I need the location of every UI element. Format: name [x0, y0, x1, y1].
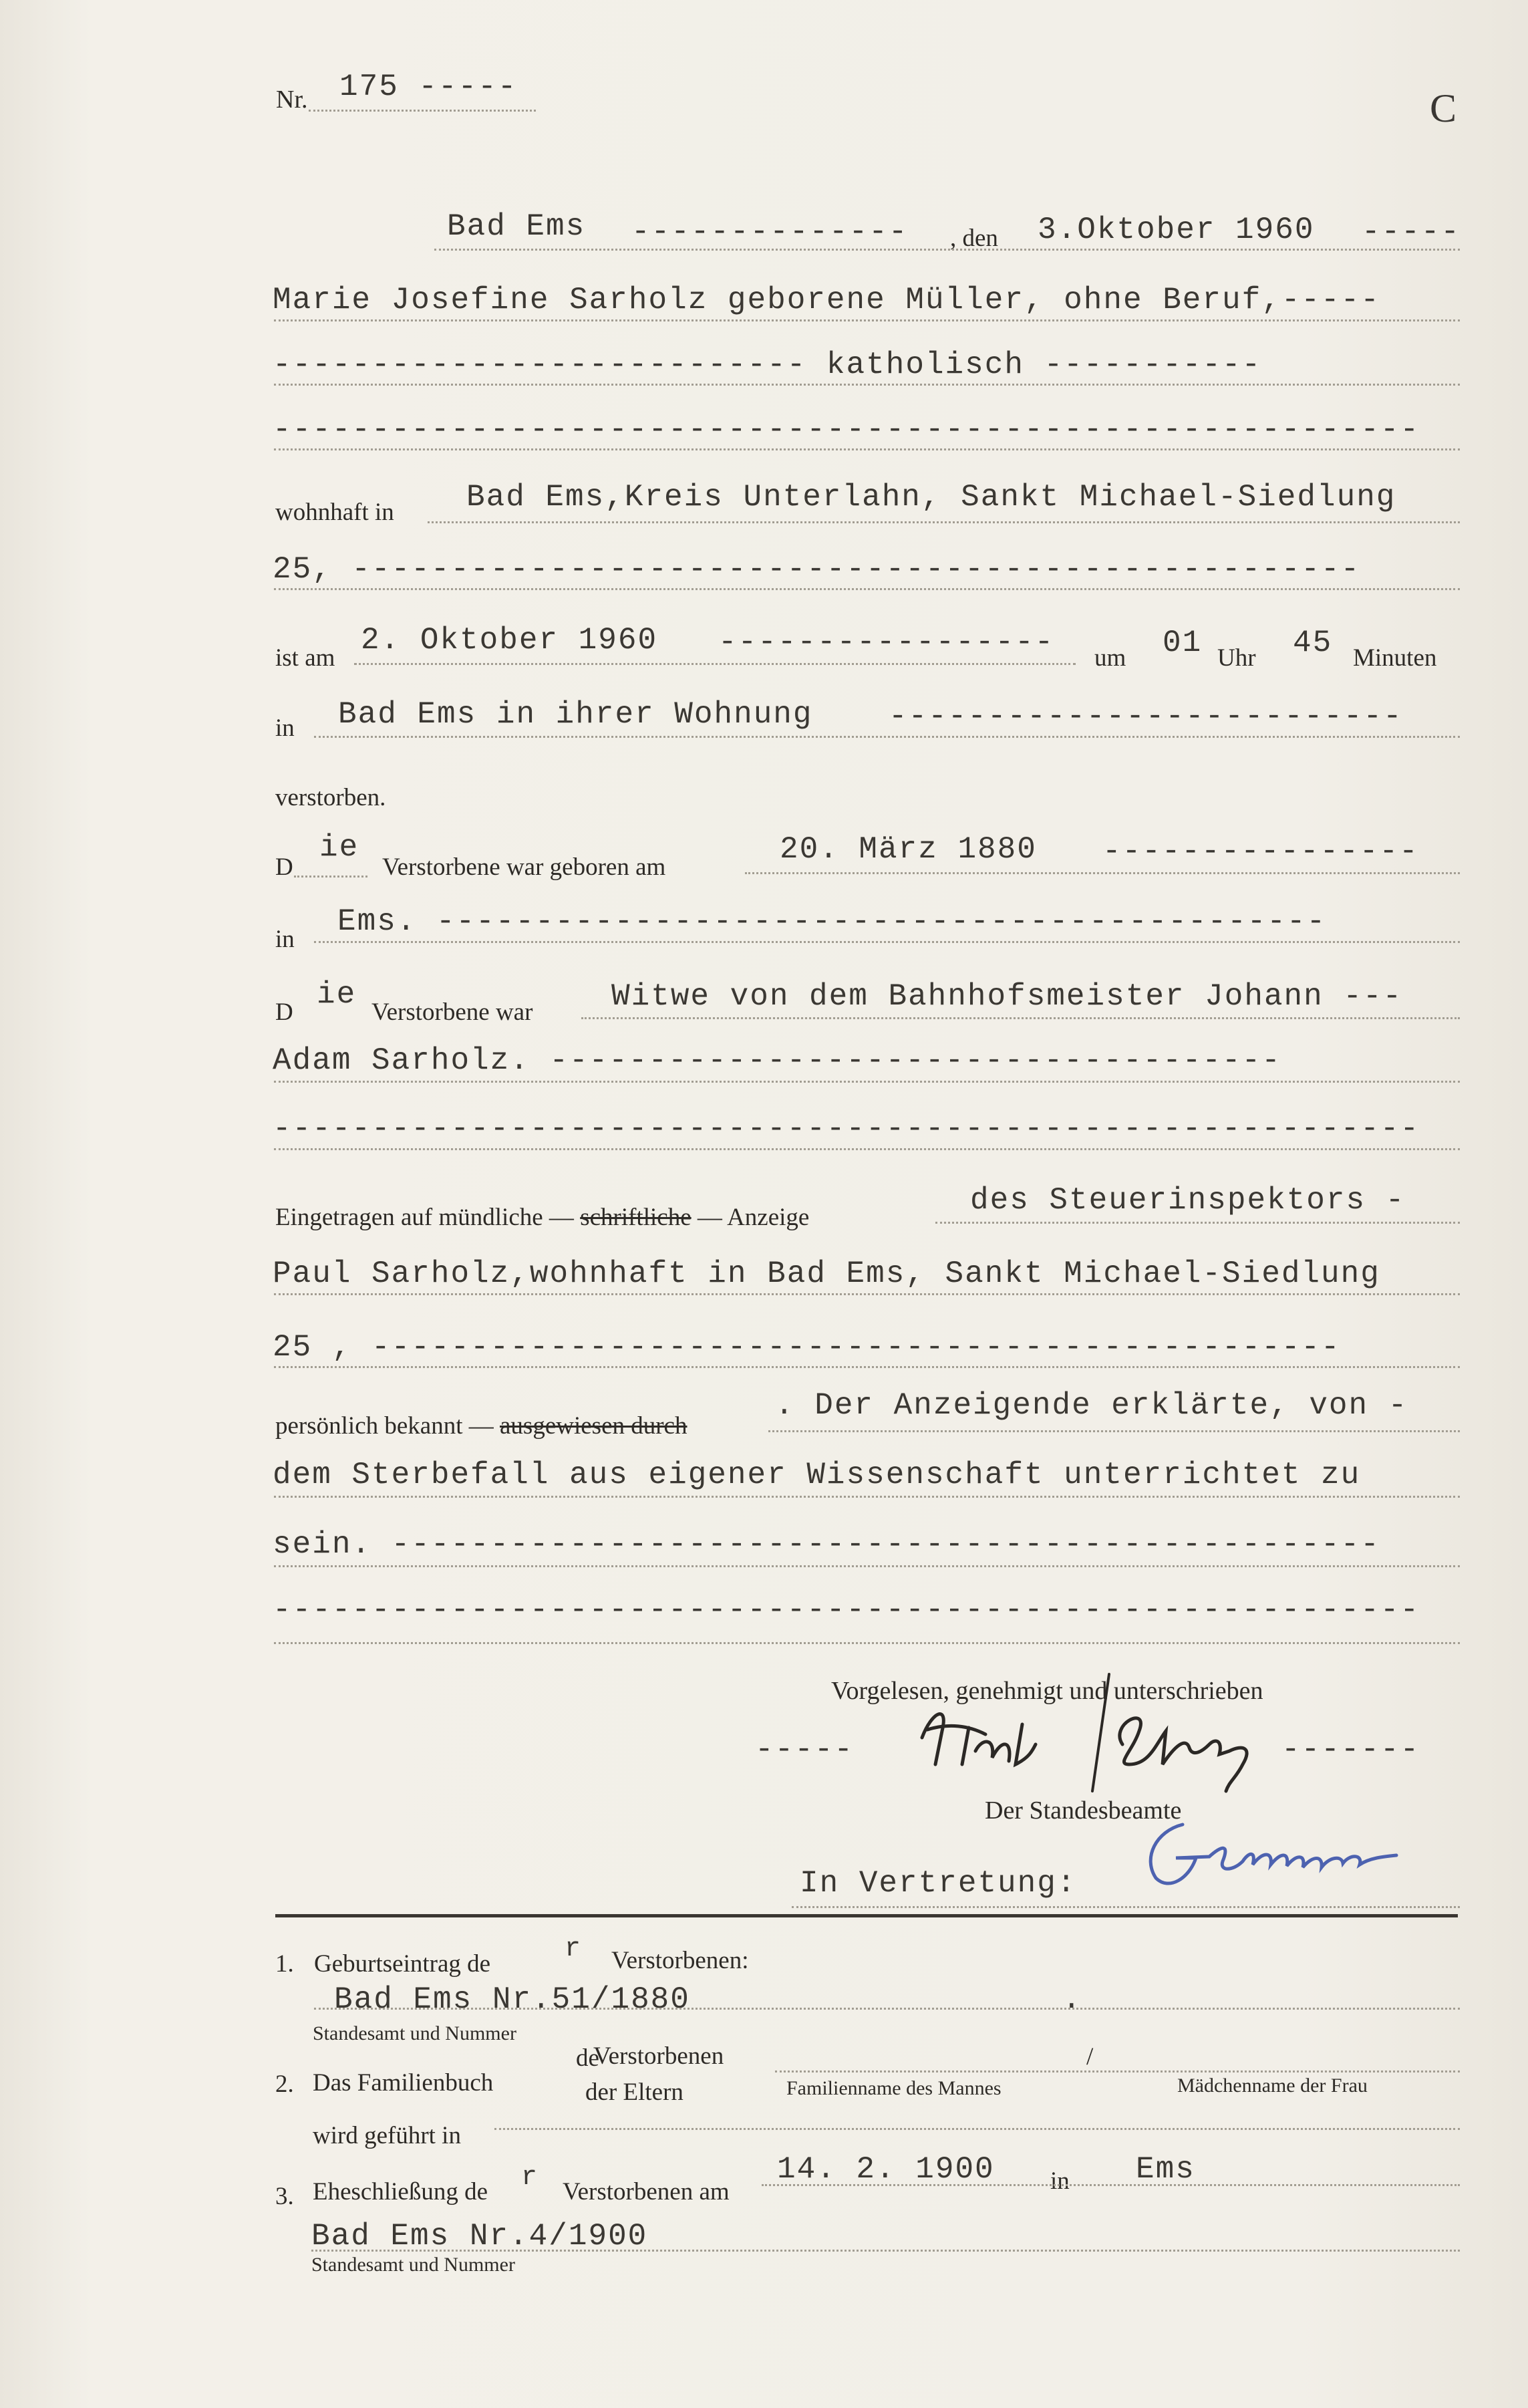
birth-d-suffix: ie: [319, 830, 359, 865]
informant-line-3: 25 , -------------------------------------------------: [273, 1330, 1341, 1365]
informant-line-2: Paul Sarholz,wohnhaft in Bad Ems, Sankt Michael-Siedlung: [273, 1256, 1380, 1291]
birth-date-dashes: ----------------: [1102, 834, 1419, 869]
marital-d-suffix: ie: [317, 977, 357, 1012]
blank-line: ----------------------------------------------------------: [273, 412, 1420, 447]
family-book-kept-label: wird geführt in: [313, 2122, 461, 2149]
informant-line-1: des Steuerinspektors -: [970, 1183, 1406, 1218]
identity-line-4: ----------------------------------------------------------: [273, 1593, 1420, 1627]
marital-d-label: D: [275, 998, 293, 1026]
deceased-name-line: Marie Josefine Sarholz geborene Müller, ohne Beruf,-----: [273, 283, 1380, 317]
footnote-3-label-b: Verstorbenen am: [563, 2178, 730, 2205]
section-divider: [275, 1914, 1458, 1917]
identity-line-1: . Der Anzeigende erklärte, von -: [775, 1388, 1408, 1423]
residence-line-1: Bad Ems,Kreis Unterlahn, Sankt Michael-Siedlung: [466, 480, 1396, 515]
footnote-3-label: Eheschließung de: [313, 2178, 488, 2205]
footnote-2-number: 2.: [275, 2070, 294, 2098]
record-number-label: Nr.: [276, 86, 308, 114]
death-hour: 01: [1163, 626, 1203, 660]
residence-label: wohnhaft in: [275, 499, 394, 526]
marital-line-1: Witwe von dem Bahnhofsmeister Johann ---: [611, 979, 1403, 1014]
born-label: Verstorbene war geboren am: [382, 853, 666, 881]
marriage-in-label: in: [1050, 2167, 1070, 2195]
registration-date: 3.Oktober 1960: [1038, 213, 1315, 247]
form-letter: C: [1430, 86, 1457, 130]
birth-entry-dot: .: [1062, 1982, 1082, 2017]
verstorben-label: verstorben.: [275, 784, 386, 811]
residence-line-2: 25, ---------------------------------------------------: [273, 552, 1361, 587]
signature-left-dashes: -----: [755, 1732, 855, 1767]
den-label: , den: [950, 225, 998, 252]
identity-label-a: persönlich bekannt —: [275, 1412, 494, 1440]
identity-line-2: dem Sterbefall aus eigener Wissenschaft unterrichtet zu: [273, 1458, 1361, 1492]
footnote-1-label: Geburtseintrag de: [314, 1950, 491, 1978]
informant-label-a: Eingetragen auf mündliche —: [275, 1204, 574, 1231]
birth-entry-value: Bad Ems Nr.51/1880: [334, 1982, 690, 2017]
informant-label-struck: schriftliche: [580, 1204, 692, 1231]
death-place: Bad Ems in ihrer Wohnung: [338, 697, 813, 732]
family-book-option-2: der Eltern: [585, 2079, 683, 2106]
footnote-1-number: 1.: [275, 1950, 294, 1978]
informant-signature: [869, 1664, 1296, 1798]
footnote-1-suffix: r: [565, 1934, 583, 1964]
marriage-place: Ems: [1136, 2152, 1195, 2187]
birth-d-label: D: [275, 853, 293, 881]
place-dashes: --------------: [631, 215, 909, 249]
death-date: 2. Oktober 1960: [361, 623, 658, 658]
minuten-label: Minuten: [1353, 644, 1437, 672]
registrar-signature: [1129, 1798, 1463, 1898]
deputy-label: In Vertretung:: [800, 1866, 1077, 1901]
footnote-1-label-b: Verstorbenen:: [611, 1947, 749, 1974]
religion-line: --------------------------- katholisch -----------: [273, 348, 1262, 382]
identity-line-3: sein. --------------------------------------------------: [273, 1527, 1380, 1562]
footnote-3-suffix: r: [521, 2163, 539, 2193]
footnote-3-number: 3.: [275, 2183, 294, 2210]
identity-label: [275, 1412, 687, 1440]
footnote-1-sublabel: Standesamt und Nummer: [313, 2022, 516, 2044]
identity-label-struck: ausgewiesen durch: [500, 1412, 687, 1440]
um-label: um: [1094, 644, 1126, 672]
death-place-dashes: --------------------------: [889, 699, 1403, 734]
marital-line-2: Adam Sarholz. -------------------------------------: [273, 1043, 1281, 1078]
family-book-de: de: [576, 2044, 599, 2072]
birth-in-label: in: [275, 926, 295, 953]
registrar-label: Der Standesbeamte: [985, 1796, 1182, 1825]
death-minutes: 45: [1293, 626, 1333, 660]
footnote-3-sublabel: Standesamt und Nummer: [311, 2254, 515, 2276]
marriage-date: 14. 2. 1900: [777, 2152, 995, 2187]
death-in-label: in: [275, 714, 295, 742]
marriage-entry-value: Bad Ems Nr.4/1900: [311, 2219, 648, 2254]
record-number: 175 -----: [339, 70, 518, 104]
informant-label-b: — Anzeige: [697, 1204, 810, 1231]
marital-line-3: ----------------------------------------------------------: [273, 1111, 1420, 1146]
birth-place: Ems. ---------------------------------------------: [337, 904, 1327, 939]
read-approved-label: Vorgelesen, genehmigt und unterschrieben: [831, 1677, 1263, 1705]
footnote-2-label: Das Familienbuch: [313, 2069, 494, 2097]
death-date-dashes: -----------------: [718, 625, 1055, 660]
verstorbene-war-label: Verstorbene war: [371, 998, 533, 1026]
family-book-option-1: Verstorbenen: [593, 2042, 724, 2070]
date-dashes: -----: [1362, 215, 1461, 249]
ist-am-label: ist am: [275, 644, 335, 672]
family-book-slash: /: [1086, 2043, 1094, 2070]
husband-label: Familienname des Mannes: [786, 2077, 1002, 2099]
birth-date: 20. März 1880: [780, 832, 1037, 867]
place-of-registration: Bad Ems: [447, 209, 586, 244]
signature-right-dashes: -------: [1281, 1732, 1420, 1767]
informant-label: [275, 1203, 809, 1232]
uhr-label: Uhr: [1217, 644, 1256, 672]
wife-label: Mädchenname der Frau: [1177, 2075, 1368, 2097]
